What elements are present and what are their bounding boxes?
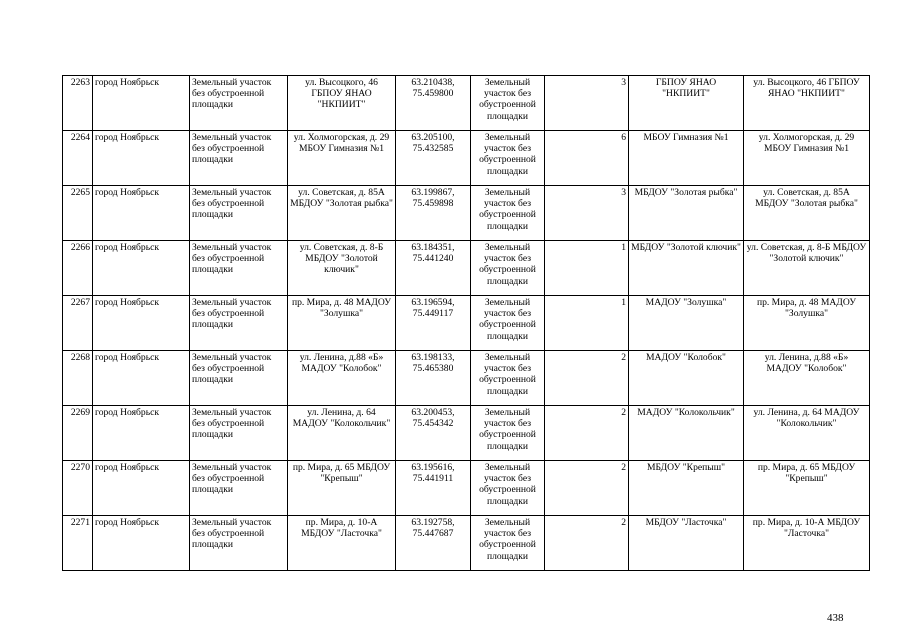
organization-address-cell: ул. Ленина, д.88 «Б» МАДОУ "Колобок" [744, 351, 870, 406]
city-cell: город Ноябрьск [93, 406, 190, 461]
site-type-cell: Земельный участок без обустроенной площадки [471, 241, 545, 296]
container-count-cell: 2 [545, 516, 629, 571]
city-cell: город Ноябрьск [93, 131, 190, 186]
object-kind-cell: Земельный участок без обустроенной площадки [190, 241, 288, 296]
organization-cell: МАДОУ "Колобок" [629, 351, 744, 406]
organization-cell: МБДОУ "Золотая рыбка" [629, 186, 744, 241]
row-number: 2271 [63, 516, 93, 571]
organization-cell: МБДОУ "Ласточка" [629, 516, 744, 571]
coordinates-cell: 63.195616, 75.441911 [396, 461, 471, 516]
row-number: 2268 [63, 351, 93, 406]
object-kind-cell: Земельный участок без обустроенной площадки [190, 406, 288, 461]
container-count-cell: 6 [545, 131, 629, 186]
table-row [63, 76, 870, 131]
city-cell: город Ноябрьск [93, 351, 190, 406]
container-count-cell: 1 [545, 241, 629, 296]
city-cell: город Ноябрьск [93, 461, 190, 516]
row-number: 2263 [63, 76, 93, 131]
organization-cell: МБДОУ "Золотой ключик" [629, 241, 744, 296]
site-type-cell: Земельный участок без обустроенной площадки [471, 296, 545, 351]
container-count-cell: 3 [545, 186, 629, 241]
table-row [63, 406, 870, 461]
address-cell: ул. Холмогорская, д. 29 МБОУ Гимназия №1 [288, 131, 396, 186]
coordinates-cell: 63.198133, 75.465380 [396, 351, 471, 406]
table-row [63, 296, 870, 351]
organization-address-cell: ул. Советская, д. 85А МБДОУ "Золотая рыбка" [744, 186, 870, 241]
site-type-cell: Земельный участок без обустроенной площадки [471, 351, 545, 406]
table-row [63, 351, 870, 406]
container-count-cell: 2 [545, 406, 629, 461]
address-cell: ул. Ленина, д. 64 МАДОУ "Колокольчик" [288, 406, 396, 461]
address-cell: пр. Мира, д. 10-А МБДОУ "Ласточка" [288, 516, 396, 571]
container-count-cell: 2 [545, 461, 629, 516]
organization-cell: МБДОУ "Крепыш" [629, 461, 744, 516]
row-number: 2269 [63, 406, 93, 461]
address-cell: пр. Мира, д. 48 МАДОУ "Золушка" [288, 296, 396, 351]
coordinates-cell: 63.196594, 75.449117 [396, 296, 471, 351]
registry-table [62, 75, 870, 571]
organization-cell: МАДОУ "Колокольчик" [629, 406, 744, 461]
site-type-cell: Земельный участок без обустроенной площадки [471, 461, 545, 516]
coordinates-cell: 63.210438, 75.459800 [396, 76, 471, 131]
site-type-cell: Земельный участок без обустроенной площадки [471, 406, 545, 461]
table-row [63, 461, 870, 516]
row-number: 2265 [63, 186, 93, 241]
organization-address-cell: пр. Мира, д. 65 МБДОУ "Крепыш" [744, 461, 870, 516]
coordinates-cell: 63.192758, 75.447687 [396, 516, 471, 571]
row-number: 2270 [63, 461, 93, 516]
container-count-cell: 2 [545, 351, 629, 406]
container-count-cell: 3 [545, 76, 629, 131]
city-cell: город Ноябрьск [93, 516, 190, 571]
object-kind-cell: Земельный участок без обустроенной площадки [190, 461, 288, 516]
organization-cell: МАДОУ "Золушка" [629, 296, 744, 351]
table-body [63, 76, 870, 571]
coordinates-cell: 63.205100, 75.432585 [396, 131, 471, 186]
object-kind-cell: Земельный участок без обустроенной площадки [190, 296, 288, 351]
city-cell: город Ноябрьск [93, 76, 190, 131]
table-row [63, 131, 870, 186]
address-cell: пр. Мира, д. 65 МБДОУ "Крепыш" [288, 461, 396, 516]
object-kind-cell: Земельный участок без обустроенной площадки [190, 186, 288, 241]
site-type-cell: Земельный участок без обустроенной площадки [471, 131, 545, 186]
organization-address-cell: ул. Ленина, д. 64 МАДОУ "Колокольчик" [744, 406, 870, 461]
address-cell: ул. Советская, д. 85А МБДОУ "Золотая рыбка" [288, 186, 396, 241]
organization-address-cell: ул. Холмогорская, д. 29 МБОУ Гимназия №1 [744, 131, 870, 186]
organization-address-cell: пр. Мира, д. 10-А МБДОУ "Ласточка" [744, 516, 870, 571]
coordinates-cell: 63.200453, 75.454342 [396, 406, 471, 461]
organization-cell: МБОУ Гимназия №1 [629, 131, 744, 186]
site-type-cell: Земельный участок без обустроенной площадки [471, 76, 545, 131]
page-number: 438 [827, 612, 844, 624]
address-cell: ул. Высоцкого, 46 ГБПОУ ЯНАО "НКПИИТ" [288, 76, 396, 131]
table-row [63, 186, 870, 241]
container-count-cell: 1 [545, 296, 629, 351]
row-number: 2264 [63, 131, 93, 186]
table-row [63, 241, 870, 296]
object-kind-cell: Земельный участок без обустроенной площадки [190, 76, 288, 131]
site-type-cell: Земельный участок без обустроенной площадки [471, 186, 545, 241]
table-row [63, 516, 870, 571]
coordinates-cell: 63.199867, 75.459898 [396, 186, 471, 241]
organization-cell: ГБПОУ ЯНАО "НКПИИТ" [629, 76, 744, 131]
row-number: 2267 [63, 296, 93, 351]
city-cell: город Ноябрьск [93, 241, 190, 296]
address-cell: ул. Ленина, д.88 «Б» МАДОУ "Колобок" [288, 351, 396, 406]
address-cell: ул. Советская, д. 8-Б МБДОУ "Золотой ключик" [288, 241, 396, 296]
organization-address-cell: пр. Мира, д. 48 МАДОУ "Золушка" [744, 296, 870, 351]
organization-address-cell: ул. Советская, д. 8-Б МБДОУ "Золотой ключик" [744, 241, 870, 296]
site-type-cell: Земельный участок без обустроенной площадки [471, 516, 545, 571]
city-cell: город Ноябрьск [93, 186, 190, 241]
object-kind-cell: Земельный участок без обустроенной площадки [190, 351, 288, 406]
city-cell: город Ноябрьск [93, 296, 190, 351]
organization-address-cell: ул. Высоцкого, 46 ГБПОУ ЯНАО "НКПИИТ" [744, 76, 870, 131]
row-number: 2266 [63, 241, 93, 296]
coordinates-cell: 63.184351, 75.441240 [396, 241, 471, 296]
object-kind-cell: Земельный участок без обустроенной площадки [190, 516, 288, 571]
object-kind-cell: Земельный участок без обустроенной площадки [190, 131, 288, 186]
